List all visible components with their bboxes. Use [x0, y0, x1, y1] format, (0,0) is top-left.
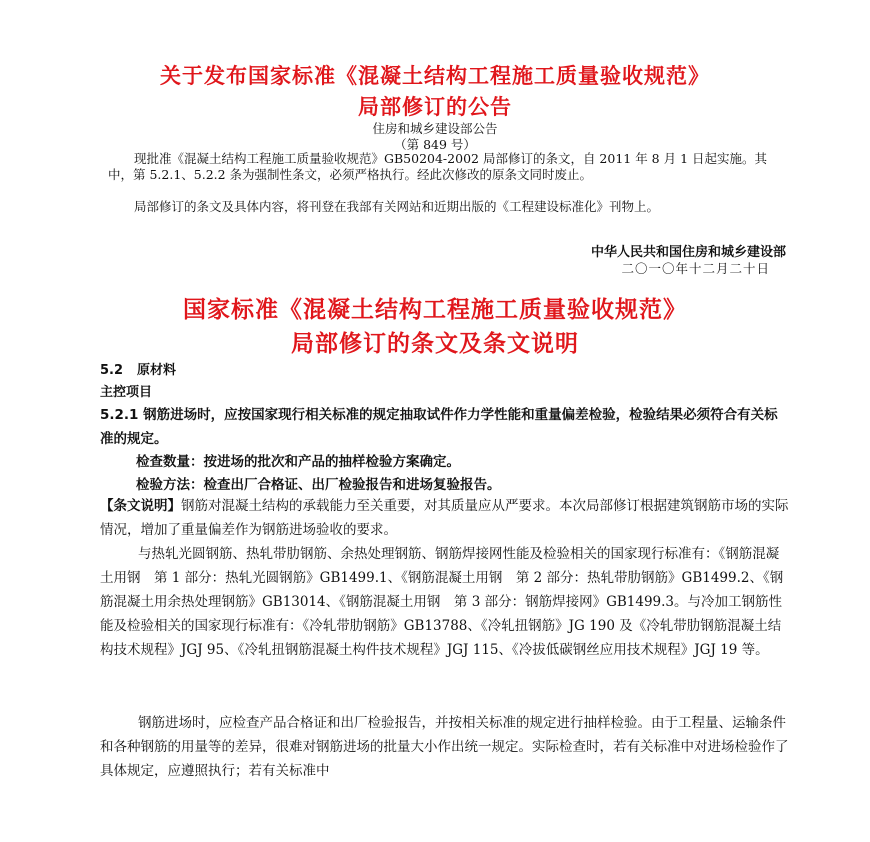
notice-title-line2: 局部修订的公告 [358, 94, 512, 119]
section-heading [100, 359, 176, 378]
inspection-paragraph: 钢筋进场时，应检查产品合格证和出厂检验报告，并按相关标准的规定进行抽样检验。由于工程量、运输条件和各种钢筋的用量等的差异，很难对钢筋进场的批量大小作出统一规定。实际检查时，若有关标准中对进场检验作了具体规定，应遵照执行；若有关标准中 [100, 715, 789, 779]
notice-issuer: 中华人民共和国住房和城乡建设部 [590, 245, 786, 260]
section-title: 原材料 [137, 363, 177, 378]
control-items-heading: 主控项目 [100, 385, 153, 400]
check-quantity: 检查数量：按进场的批次和产品的抽样检验方案确定。 [136, 454, 460, 470]
notice-paragraph-1: 现批准《混凝土结构工程施工质量验收规范》GB50204-2002 局部修订的条文，自 2011 年 8 月 1 日起实施。其中，第 5.2.1、5.2.2 条为强制性条文，必须严格执行。经此次修改的原条文同时废止。 [108, 151, 768, 182]
explanation-label: 【条文说明】 [100, 498, 181, 514]
revision-title-line1: 国家标准《混凝土结构工程施工质量验收规范》 [183, 296, 687, 323]
notice-title-line1: 关于发布国家标准《混凝土结构工程施工质量验收规范》 [160, 63, 710, 88]
explanation-text: 钢筋对混凝土结构的承载能力至关重要，对其质量应从严要求。本次局部修订根据建筑钢筋市场的实际情况，增加了重量偏差作为钢筋进场验收的要求。 [100, 498, 789, 538]
standards-paragraph: 与热轧光圆钢筋、热轧带肋钢筋、余热处理钢筋、钢筋焊接网性能及检验相关的国家现行标准有：《钢筋混凝土用钢 第 1 部分：热轧光圆钢筋》GB1499.1、《钢筋混凝土用钢 第 2 部分：热轧带肋钢筋》GB1499.2、《钢筋混凝土用余热处理钢筋》GB13014、《钢筋混凝土用钢 第 3 部分：钢筋焊接网》GB1499.3。与冷加工钢筋性能及检验相关的国家现行标准有：《冷轧带肋钢筋》GB13788、《冷轧扭钢筋》JG 190 及《冷轧带肋钢筋混凝土结构技术规程》JGJ 95、《冷轧扭钢筋混凝土构件技术规程》JGJ 115、《冷拔低碳钢丝应用技术规程》JGJ 19 等。 [100, 546, 784, 658]
clause-5-2-1: 5.2.1 钢筋进场时，应按国家现行相关标准的规定抽取试件作力学性能和重量偏差检验，检验结果必须符合有关标准的规定。 [100, 407, 778, 447]
check-method: 检验方法：检查出厂合格证、出厂检验报告和进场复验报告。 [136, 477, 501, 493]
revision-title-line2: 局部修订的条文及条文说明 [291, 330, 579, 357]
clause-explanation [100, 494, 790, 542]
notice-number: （第 849 号） [394, 137, 476, 152]
notice-source: 住房和城乡建设部公告 [372, 121, 498, 136]
notice-paragraph-2: 局部修订的条文及具体内容，将刊登在我部有关网站和近期出版的《工程建设标准化》刊物上。 [134, 199, 660, 214]
notice-date: 二〇一〇年十二月二十日 [621, 261, 770, 276]
section-number: 5.2 [100, 363, 124, 378]
